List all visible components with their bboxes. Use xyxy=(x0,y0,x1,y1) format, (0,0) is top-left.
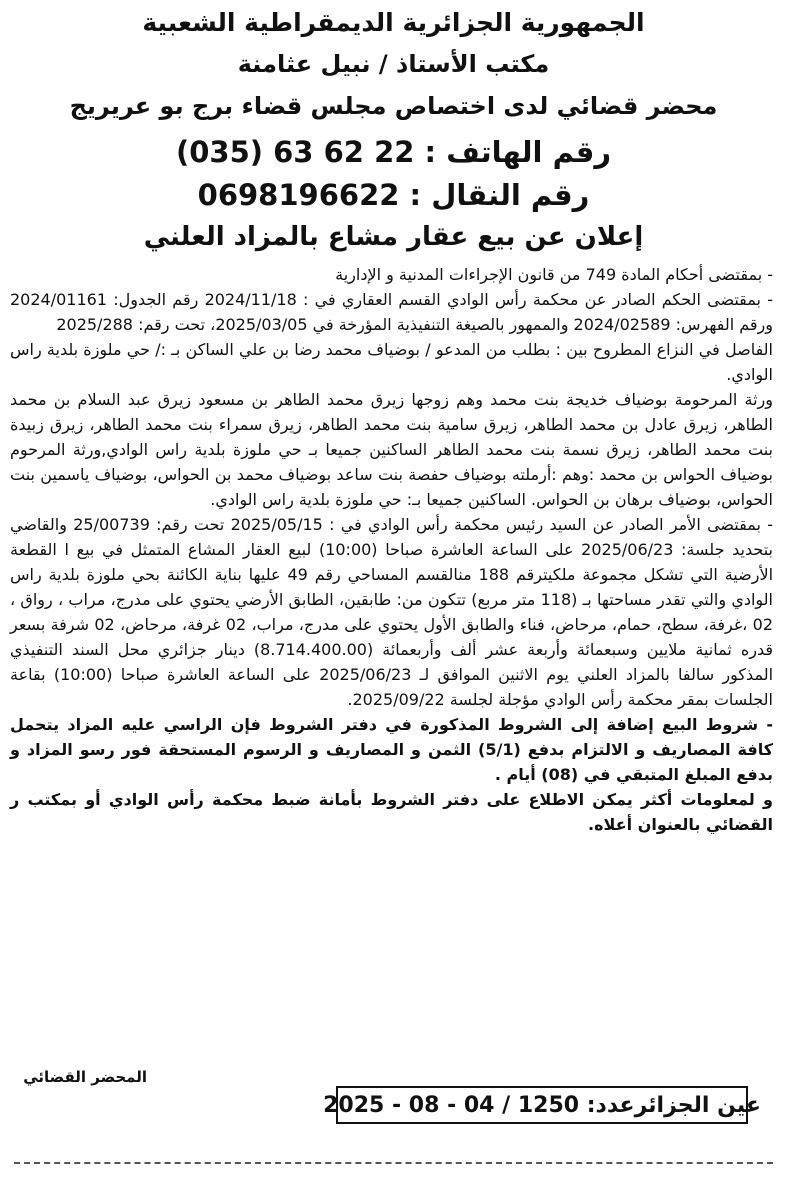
announcement-title: إعلان عن بيع عقار مشاع بالمزاد العلني xyxy=(143,222,644,252)
paragraph-more-info: و لمعلومات أكثر يمكن الاطلاع على دفتر الشروط بأمانة ضبط محكمة رأس الوادي أو بمكتب ر القضائي بالعنوان أعلاه. xyxy=(10,790,773,834)
announcement-body xyxy=(10,262,773,837)
paragraph-order: - بمقتضى الأمر الصادر عن السيد رئيس محكمة رأس الوادي في : 2025/05/15 تحت رقم: 25/00739 والقاضي بتحديد جلسة: 2025/06/23 على الساعة العاشرة صباحا (10:00) لبيع العقار المشاع المتمثل في بيع ا القطعة الأرضية التي تشكل مجموعة ملكيترقم 188 منالقسم المساحي رقم 49 عليها بناية الكائنة بحي ملوزة بلدية راس الوادي والتي تقدر مساحتها بـ (118 متر مربع) تتكون من: طابقين، الطابق الأرضي يحتوي على مدرج، مراب ، رواق ، 02 ،غرفة، سطح، حمام، مرحاض، فناء والطابق الأول يحتوي على مدرج، مراب، 02 غرفة، مرحاض، 02 شرفة بسعر قدره ثمانية ملايين وسبعمائة وأربعة عشر ألف وأربعمائة (8.714.400.00) دينار جزائري محل السند التنفيذي المذكور سالفا بالمزاد العلني يوم الاثنين الموافق لـ 2025/06/23 على الساعة العاشرة صباحا (10:00) بقاعة الجلسات بمقر محكمة رأس الوادي مؤجلة لجلسة 2025/09/22. xyxy=(10,515,774,709)
paragraph-sale-conditions: - شروط البيع إضافة إلى الشروط المذكورة في دفتر الشروط فإن الراسي عليه المزاد يتحمل كافة المصاريف و الالتزام بدفع (5/1) الثمن و المصاريف و الرسوم المستحقة فور رسو المزاد و بدفع المبلغ المتبقي في (08) أيام . xyxy=(10,715,774,784)
bailiff-line: محضر قضائي لدى اختصاص مجلس قضاء برج بو عريريج xyxy=(69,92,718,120)
bottom-divider xyxy=(14,1162,773,1164)
paragraph-heirs: ورثة المرحومة بوضياف خديجة بنت محمد وهم زوجها زيرق محمد الطاهر بن مسعود زيرق عبد السلام بن محمد الطاهر، زيرق عادل بن محمد الطاهر، زيرق سامية بنت محمد الطاهر، زيرق سمراء بنت محمد الطاهر، زيرق زبيدة بنت محمد الطاهر، زيرق نسمة بنت محمد الطاهر الساكنين جميعا بـ حي ملوزة بلدية راس الوادي,ورثة المرحوم بوضياف الحواس بن محمد :وهم :أرملته بوضياف حفصة بنت ساعد بوضياف محمد بن الحواس، بوضياف ياسمين بنت الحواس، بوضياف برهان بن الحواس. الساكنين جميعا بـ: حي ملوزة بلدية راس الوادي. xyxy=(10,390,773,509)
paragraph-judgment: - بمقتضى الحكم الصادر عن محكمة رأس الوادي القسم العقاري في : 2024/11/18 رقم الجدول: 2024/01161 ورقم الفهرس: 2024/02589 والممهور بالصيغة التنفيذية المؤرخة في 2025/03/05، تحت رقم: 2025/288 xyxy=(10,290,773,334)
paragraph-legal-basis: - بمقتضى أحكام المادة 749 من قانون الإجراءات المدنية و الإدارية xyxy=(335,265,773,284)
publication-stamp: عين الجزائرعدد: 1250 / 04 - 08 - 2025 xyxy=(336,1086,748,1124)
paragraph-parties: الفاصل في النزاع المطروح بين : بطلب من المدعو / بوضياف محمد رضا بن علي الساكن بـ :/ حي ملوزة بلدية راس الوادي. xyxy=(10,340,773,384)
republic-title: الجمهورية الجزائرية الديمقراطية الشعبية xyxy=(142,8,645,37)
bailiff-signature-label: المحضر القضائي xyxy=(23,1068,147,1086)
mobile-number: رقم النقال : 0698196622 xyxy=(197,178,590,212)
office-name: مكتب الأستاذ / نبيل عثامنة xyxy=(237,50,550,78)
phone-number: رقم الهاتف : 22 62 63 (035) xyxy=(175,135,612,169)
